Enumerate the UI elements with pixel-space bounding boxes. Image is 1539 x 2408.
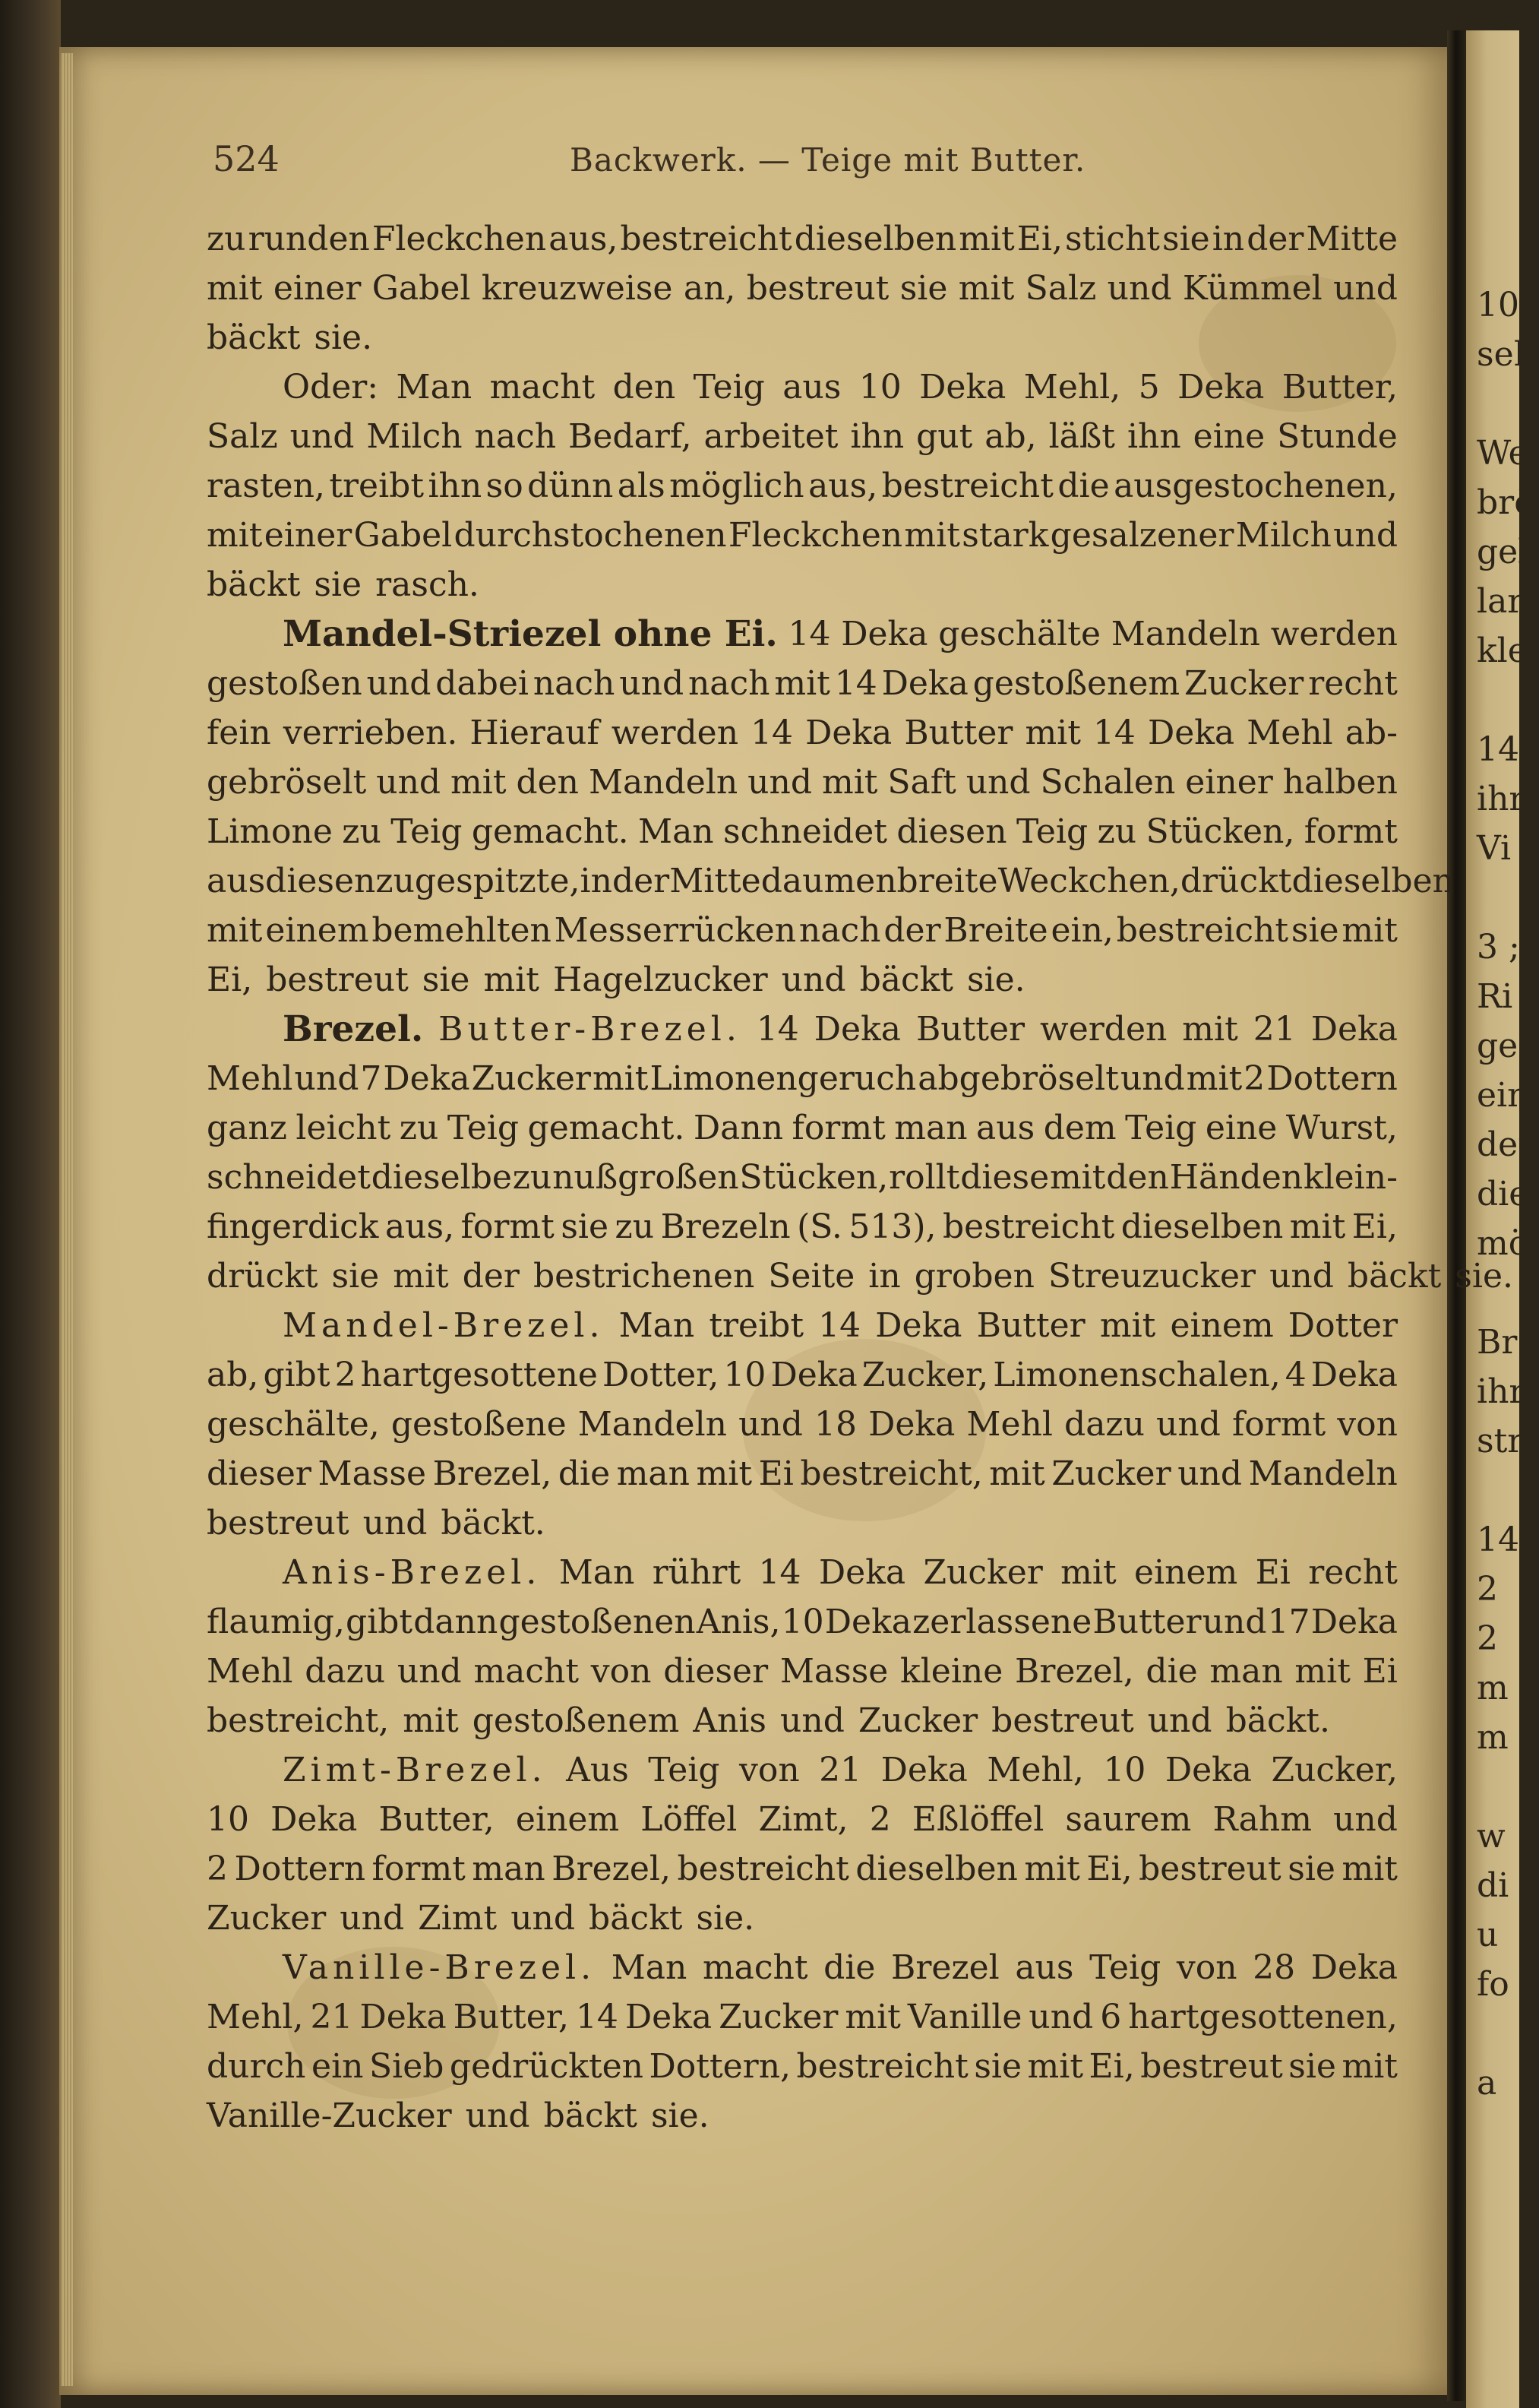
text-line: Ei, bestreut sie mit Hagelzucker und bäckt sie.: [207, 960, 1025, 999]
next-page-fragment: Br: [1477, 1323, 1518, 1362]
text-line: geschälte, gestoßene Mandeln und 18 Deka Mehl dazu und formt von: [207, 1405, 1398, 1444]
paragraph: [207, 609, 1454, 1005]
text-line: Limone zu Teig gemacht. Man schneidet diesen Teig zu Stücken, formt: [207, 812, 1398, 851]
next-page-fragment: str: [1477, 1422, 1524, 1460]
text-line: Mehl und 7 Deka Zucker mit Limonengeruch abgebröselt und mit 2 Dottern: [207, 1059, 1398, 1098]
text-line: Zucker und Zimt und bäckt sie.: [207, 1899, 755, 1938]
next-page-fragment: brö: [1477, 483, 1534, 522]
text-line: ab, gibt 2 hartgesottene Dotter, 10 Deka Zucker, Limonenschalen, 4 Deka: [207, 1356, 1398, 1394]
text-line: Brezel. Butter-Brezel. 14 Deka Butter werden mit 21 Deka: [207, 1005, 1398, 1054]
text-line: ganz leicht zu Teig gemacht. Dann formt man aus dem Teig eine Wurst,: [207, 1109, 1398, 1147]
text-line: mit einer Gabel durchstochenen Fleckchen mit stark gesalzener Milch und: [207, 516, 1398, 555]
page-header: [213, 138, 1398, 184]
next-page-fragment: ges: [1477, 1027, 1535, 1065]
text-line: bäckt sie rasch.: [207, 565, 479, 604]
text-line: bestreut und bäckt.: [207, 1504, 545, 1543]
text-line: gebröselt und mit den Mandeln und mit Saft und Schalen einer halben: [207, 763, 1398, 802]
text-line: schneidet dieselbe zu nußgroßen Stücken, rollt diese mit den Händen klein-: [207, 1158, 1398, 1197]
paragraph: [207, 362, 1398, 609]
paragraph: [207, 1943, 1398, 2141]
text-line: aus diesen zugespitzte, in der Mitte daumenbreite Weckchen, drückt dieselben: [207, 862, 1454, 900]
next-page-fragment: m: [1477, 1718, 1509, 1757]
page-number: 524: [213, 138, 280, 179]
next-page-fragment: 10: [1477, 286, 1519, 324]
next-page-fragment: ein: [1477, 1076, 1529, 1115]
next-page-fragment: m: [1477, 1669, 1509, 1707]
paragraph: [207, 214, 1398, 362]
next-page-fragment: We: [1477, 434, 1528, 473]
text-line: mit einem bemehlten Messerrücken nach der Breite ein, bestreicht sie mit: [207, 911, 1398, 950]
next-page-fragment: geb: [1477, 533, 1539, 571]
next-page-fragment: w: [1477, 1817, 1506, 1856]
recipe-heading: Brezel.: [283, 1008, 424, 1050]
next-page-fragment: fo: [1477, 1965, 1509, 2004]
next-page-fragment: mö: [1477, 1224, 1529, 1263]
text-line: bestreicht, mit gestoßenem Anis und Zucker bestreut und bäckt.: [207, 1701, 1330, 1740]
page-edge: [61, 53, 73, 2386]
text-line: 10 Deka Butter, einem Löffel Zimt, 2 Eßlöffel saurem Rahm und: [207, 1800, 1398, 1839]
text-line: durch ein Sieb gedrückten Dottern, bestreicht sie mit Ei, bestreut sie mit: [207, 2047, 1398, 2086]
recipe-subheading: Vanille-Brezel.: [283, 1948, 596, 1987]
text-line: Mandel-Brezel. Man treibt 14 Deka Butter mit einem Dotter: [207, 1301, 1398, 1350]
text-line: Mandel-Striezel ohne Ei. 14 Deka geschälte Mandeln werden: [207, 609, 1398, 659]
next-page-fragment: 2: [1477, 1570, 1498, 1609]
text-line: Zimt-Brezel. Aus Teig von 21 Deka Mehl, 10 Deka Zucker,: [207, 1745, 1398, 1795]
recipe-heading: Mandel-Striezel ohne Ei.: [283, 613, 778, 655]
recipe-subheading: Mandel-Brezel.: [283, 1306, 605, 1345]
book-gutter: [1447, 30, 1467, 2401]
next-page-fragment: 14: [1477, 730, 1519, 769]
next-page-margin: [1466, 30, 1539, 2408]
next-page-fragment: u: [1477, 1916, 1499, 1954]
next-page-fragment: seh: [1477, 335, 1535, 374]
text-line: bäckt sie.: [207, 318, 373, 357]
text-line: 2 Dottern formt man Brezel, bestreicht dieselben mit Ei, bestreut sie mit: [207, 1850, 1398, 1888]
next-page-fragment: di: [1477, 1866, 1509, 1905]
text-line: zu runden Fleckchen aus, bestreicht dieselben mit Ei, sticht sie in der Mitte: [207, 220, 1398, 258]
next-page-fragment: 3 ;: [1477, 928, 1520, 967]
book-spine: [0, 0, 61, 2408]
paragraph: [207, 1301, 1398, 1548]
next-page-fragment: die: [1477, 1175, 1529, 1213]
next-page-fragment: ihr: [1477, 1372, 1525, 1411]
next-page-fragment: Ri: [1477, 977, 1513, 1016]
next-page-fragment: 2: [1477, 1619, 1498, 1658]
text-line: Mehl, 21 Deka Butter, 14 Deka Zucker mit Vanille und 6 hartgesottenen,: [207, 1998, 1398, 2036]
next-page-fragment: a: [1477, 2064, 1497, 2103]
text-line: Salz und Milch nach Bedarf, arbeitet ihn gut ab, läßt ihn eine Stunde: [207, 417, 1398, 456]
next-page-fragment: ihr: [1477, 780, 1525, 818]
next-page-fragment: Vi: [1477, 829, 1512, 868]
text-line: gestoßen und dabei nach und nach mit 14 Deka gestoßenem Zucker recht: [207, 664, 1398, 703]
text-line: dieser Masse Brezel, die man mit Ei bestreicht, mit Zucker und Mandeln: [207, 1454, 1398, 1493]
text-line: flaumig, gibt dann gestoßenen Anis, 10 Deka zerlassene Butter und 17 Deka: [207, 1603, 1398, 1641]
text-line: Vanille-Brezel. Man macht die Brezel aus Teig von 28 Deka: [207, 1943, 1398, 1992]
recipe-subheading: Butter-Brezel.: [438, 1010, 741, 1049]
next-page-fragment: lar: [1477, 582, 1524, 621]
text-line: fingerdick aus, formt sie zu Brezeln (S. 513), bestreicht dieselben mit Ei,: [207, 1207, 1398, 1246]
text-line: rasten, treibt ihn so dünn als möglich aus, bestreicht die ausgestochenen,: [207, 467, 1398, 505]
running-title: Backwerk. — Teige mit Butter.: [570, 141, 1086, 179]
text-line: drückt sie mit der bestrichenen Seite in groben Streuzucker und bäckt sie.: [207, 1257, 1513, 1296]
next-page-fragment: klei: [1477, 631, 1538, 670]
text-line: Vanille-Zucker und bäckt sie.: [207, 2096, 709, 2135]
next-page-fragment: 14: [1477, 1520, 1519, 1559]
recipe-subheading: Zimt-Brezel.: [283, 1751, 547, 1789]
text-line: mit einer Gabel kreuzweise an, bestreut sie mit Salz und Kümmel und: [207, 269, 1398, 308]
paragraph: [207, 1745, 1398, 1943]
text-line: Oder: Man macht den Teig aus 10 Deka Mehl, 5 Deka Butter,: [283, 368, 1398, 407]
paragraph: [207, 1548, 1398, 1745]
text-line: Mehl dazu und macht von dieser Masse kleine Brezel, die man mit Ei: [207, 1652, 1398, 1691]
next-page-fragment: der: [1477, 1125, 1534, 1164]
recipe-subheading: Anis-Brezel.: [283, 1553, 542, 1592]
text-line: fein verrieben. Hierauf werden 14 Deka Butter mit 14 Deka Mehl ab-: [207, 714, 1398, 752]
text-line: Anis-Brezel. Man rührt 14 Deka Zucker mit einem Ei recht: [207, 1548, 1398, 1597]
